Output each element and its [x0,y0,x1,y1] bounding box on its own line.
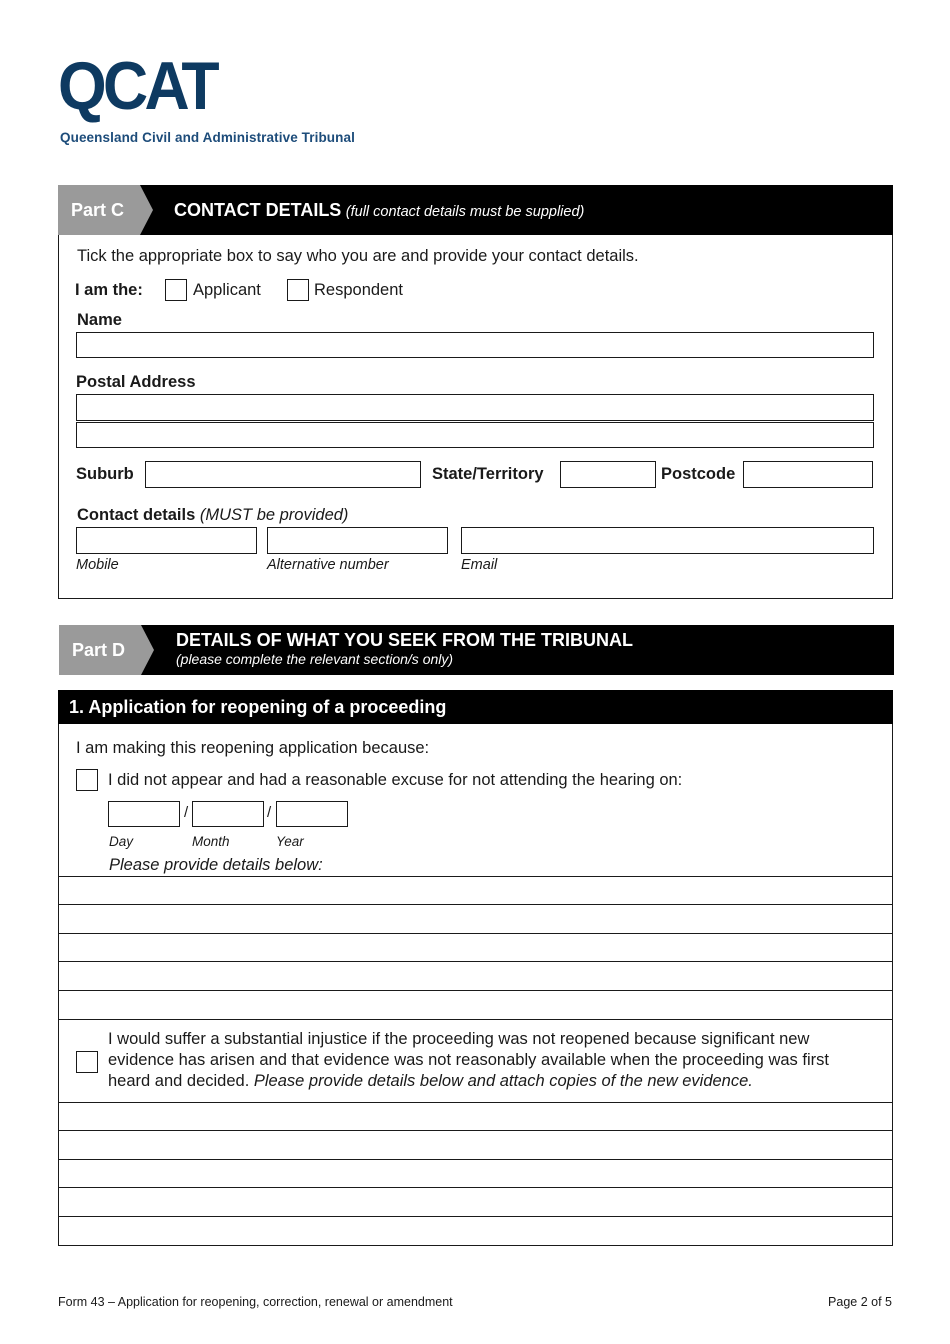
i-am-the-label: I am the: [75,281,143,299]
applicant-checkbox[interactable] [165,279,187,301]
new-evidence-line2: evidence has arisen and that evidence was not reasonably available when the proceeding was first [108,1051,829,1069]
alternative-number-caption: Alternative number [267,557,389,573]
reopening-intro: I am making this reopening application because: [76,739,430,757]
ruled-line[interactable] [58,961,893,962]
ruled-line[interactable] [58,1130,893,1131]
qcat-logo: QCAT [58,48,216,124]
date-separator: / [267,804,272,821]
section-1-header: 1. Application for reopening of a proceeding [58,690,893,724]
part-c-instruction: Tick the appropriate box to say who you are and provide your contact details. [77,247,639,265]
suburb-input[interactable] [145,461,421,488]
postal-address-label: Postal Address [76,373,196,391]
contact-details-note: (MUST be provided) [199,506,349,524]
ruled-line[interactable] [58,876,893,877]
ruled-line[interactable] [58,1159,893,1160]
postal-address-input-line1[interactable] [76,394,874,421]
hearing-month-input[interactable] [192,801,264,827]
state-territory-input[interactable] [560,461,656,488]
part-d-title-note: (please complete the relevant section/s only) [176,651,454,667]
part-d-title [176,630,633,667]
logo-subtitle: Queensland Civil and Administrative Tribunal [60,130,355,145]
mobile-caption: Mobile [76,557,119,573]
mobile-input[interactable] [76,527,257,554]
ruled-line[interactable] [58,1187,893,1188]
email-caption: Email [461,557,498,573]
hearing-day-input[interactable] [108,801,180,827]
no-appearance-checkbox[interactable] [76,769,98,791]
postal-address-input-line2[interactable] [76,422,874,448]
alternative-number-input[interactable] [267,527,448,554]
part-d-tab-label: Part D [72,639,126,660]
footer-page-number: Page 2 of 5 [828,1295,892,1309]
postcode-input[interactable] [743,461,873,488]
suburb-label: Suburb [76,465,134,483]
new-evidence-line3 [108,1072,753,1091]
part-c-title [174,200,584,221]
email-input[interactable] [461,527,874,554]
details-below-label: Please provide details below: [109,856,323,874]
no-appearance-reason: I did not appear and had a reasonable excuse for not attending the hearing on: [108,771,683,789]
ruled-line[interactable] [58,1102,893,1103]
part-d-tab [59,625,141,675]
ruled-line[interactable] [58,933,893,934]
respondent-label: Respondent [314,281,403,299]
part-d-title-text: DETAILS OF WHAT YOU SEEK FROM THE TRIBUNAL [176,630,633,650]
part-c-title-text: CONTACT DETAILS [174,200,342,220]
name-label: Name [77,311,122,329]
contact-details-label: Contact details [77,506,196,524]
month-caption: Month [192,834,230,849]
new-evidence-line1: I would suffer a substantial injustice if the proceeding was not reopened because significant new [108,1030,810,1048]
part-d-header [59,625,894,675]
new-evidence-instruction: Please provide details below and attach copies of the new evidence. [253,1072,753,1090]
footer-form-title: Form 43 – Application for reopening, correction, renewal or amendment [58,1295,453,1309]
postcode-label: Postcode [661,465,736,483]
year-caption: Year [276,834,304,849]
new-evidence-line3-text: heard and decided. [108,1072,250,1090]
ruled-line[interactable] [58,990,893,991]
ruled-line[interactable] [58,904,893,905]
part-c-tab-label: Part C [71,199,125,220]
part-c-title-note: (full contact details must be supplied) [345,204,585,220]
ruled-line[interactable] [58,1216,893,1217]
respondent-checkbox[interactable] [287,279,309,301]
new-evidence-checkbox[interactable] [76,1051,98,1073]
applicant-label: Applicant [193,281,261,299]
day-caption: Day [109,834,134,849]
part-c-header [58,185,893,235]
part-c-tab [58,185,140,235]
contact-details-heading [77,506,348,525]
date-separator: / [184,804,189,821]
hearing-year-input[interactable] [276,801,348,827]
state-territory-label: State/Territory [432,465,544,483]
ruled-line [58,1019,893,1020]
name-input[interactable] [76,332,874,358]
